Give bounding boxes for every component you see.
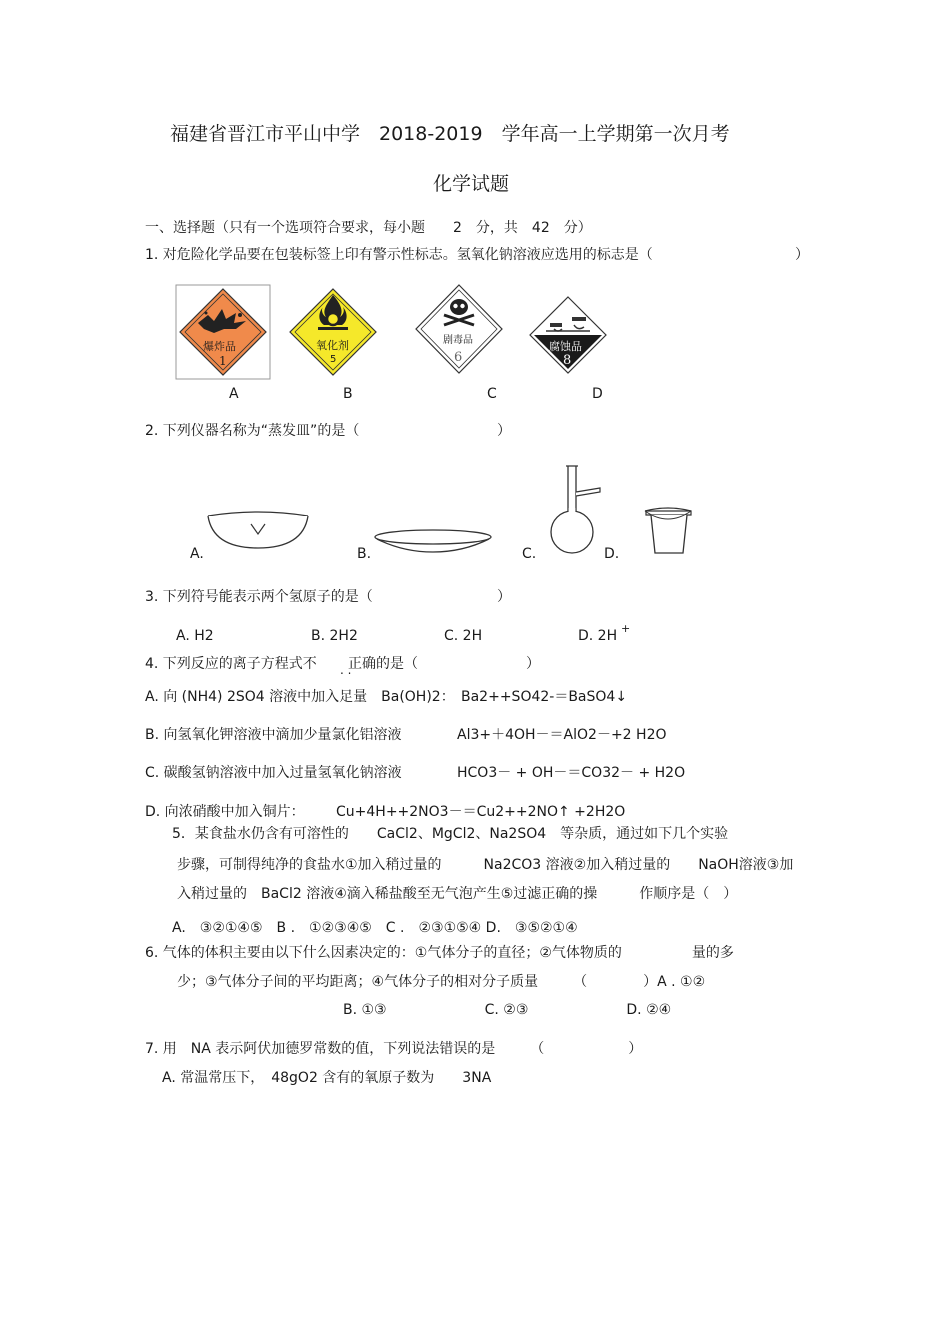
- question-7-stem: 7. 用 NA 表示阿伏加德罗常数的值，下列说法错误的是 （ ）: [145, 1041, 643, 1057]
- q4-option-c: C. 碳酸氢钠溶液中加入过量氢氧化钠溶液: [145, 765, 402, 781]
- question-6-line-2: 少；③气体分子间的平均距离；④气体分子的相对分子质量 （ ）A . ①②: [177, 974, 706, 990]
- question-6-line-3: B. ①③ C. ②③ D. ②④: [343, 1002, 672, 1018]
- q4-option-b: B. 向氢氧化钾溶液中滴加少量氯化铝溶液: [145, 727, 402, 743]
- crucible-icon: [643, 503, 693, 555]
- sign-d-letter: D: [592, 386, 603, 402]
- apparatus-a-label: A.: [190, 546, 204, 562]
- q3-option-d: D. 2H: [578, 628, 618, 644]
- question-6-line-1: 6. 气体的体积主要由以下什么因素决定的：①气体分子的直径；②气体物质的 量的多: [145, 945, 734, 961]
- exam-subtitle: 化学试题: [433, 173, 510, 195]
- flask-icon: [548, 464, 604, 556]
- q4-option-d: D. 向浓硝酸中加入铜片：: [145, 804, 305, 820]
- sign-d-text: 腐蚀品: [549, 340, 582, 353]
- watch-glass-icon: [373, 528, 493, 554]
- sign-b-number: 5: [330, 354, 337, 365]
- apparatus-b-label: B.: [357, 546, 372, 562]
- q3-option-d-sup: +: [621, 622, 631, 635]
- question-3-paren: ）: [497, 589, 511, 605]
- sign-c-text: 剧毒品: [443, 335, 473, 346]
- sign-a-text: 爆炸品: [203, 340, 236, 353]
- q3-option-c: C. 2H: [444, 628, 483, 644]
- question-4-paren: ）: [526, 656, 540, 672]
- q3-option-a: A. H2: [176, 628, 214, 644]
- section-heading: 一、选择题（只有一个选项符合要求，每小题 2 分，共 42 分）: [145, 220, 592, 236]
- exam-title: 福建省晋江市平山中学 2018-2019 学年高一上学期第一次月考: [170, 123, 730, 145]
- evaporating-dish-icon: [207, 508, 309, 550]
- apparatus-d-label: D.: [604, 546, 620, 562]
- sign-c-number: 6: [454, 350, 463, 365]
- question-5-line-1: 5．某食盐水仍含有可溶性的 CaCl2、MgCl2、Na2SO4 等杂质，通过如下几个实验: [172, 826, 729, 842]
- question-4-stem-b: 正确的是（: [348, 656, 418, 672]
- emphasis-dots: . .: [340, 663, 352, 677]
- q4-option-d-equation: Cu+4H++2NO3－＝Cu2++2NO↑ +2H2O: [336, 804, 626, 820]
- question-1-stem: 1. 对危险化学品要在包装标签上印有警示性标志。氢氧化钠溶液应选用的标志是（: [145, 247, 653, 263]
- question-1-paren: ）: [795, 247, 809, 263]
- q7-option-a: A. 常温常压下， 48gO2 含有的氧原子数为 3NA: [162, 1070, 492, 1086]
- q3-option-b: B. 2H2: [311, 628, 358, 644]
- sign-a-letter: A: [229, 386, 239, 402]
- q4-option-a: A. 向 (NH4) 2SO4 溶液中加入足量 Ba(OH)2：: [145, 689, 455, 705]
- question-5-line-3: 入稍过量的 BaCl2 溶液④滴入稀盐酸至无气泡产生⑤过滤正确的操 作顺序是（ ）: [177, 886, 738, 902]
- apparatus-c-label: C.: [522, 546, 537, 562]
- question-5-line-2: 步骤，可制得纯净的食盐水①加入稍过量的 Na2CO3 溶液②加入稍过量的 NaOH溶液③加: [177, 857, 794, 873]
- sign-d-number: 8: [563, 353, 572, 368]
- question-2-stem: 2. 下列仪器名称为“蒸发皿”的是（: [145, 423, 360, 439]
- q4-option-c-equation: HCO3－ + OH－＝CO32－ + H2O: [457, 765, 686, 781]
- question-5-options: A. ③②①④⑤ B . ①②③④⑤ C . ②③①⑤④ D. ③⑤②①④: [172, 920, 578, 936]
- q4-option-b-equation: Al3+＋4OH－＝AlO2－+2 H2O: [457, 727, 667, 743]
- sign-b-text: 氧化剂: [316, 339, 349, 352]
- question-3-stem: 3. 下列符号能表示两个氢原子的是（: [145, 589, 373, 605]
- q4-option-a-equation: Ba2++SO42-＝BaSO4↓: [461, 689, 628, 705]
- sign-b-letter: B: [343, 386, 353, 402]
- question-4-stem: 4. 下列反应的离子方程式不: [145, 656, 317, 672]
- question-2-paren: ）: [497, 423, 511, 439]
- sign-a-number: 1: [219, 354, 227, 368]
- sign-c-letter: C: [487, 386, 497, 402]
